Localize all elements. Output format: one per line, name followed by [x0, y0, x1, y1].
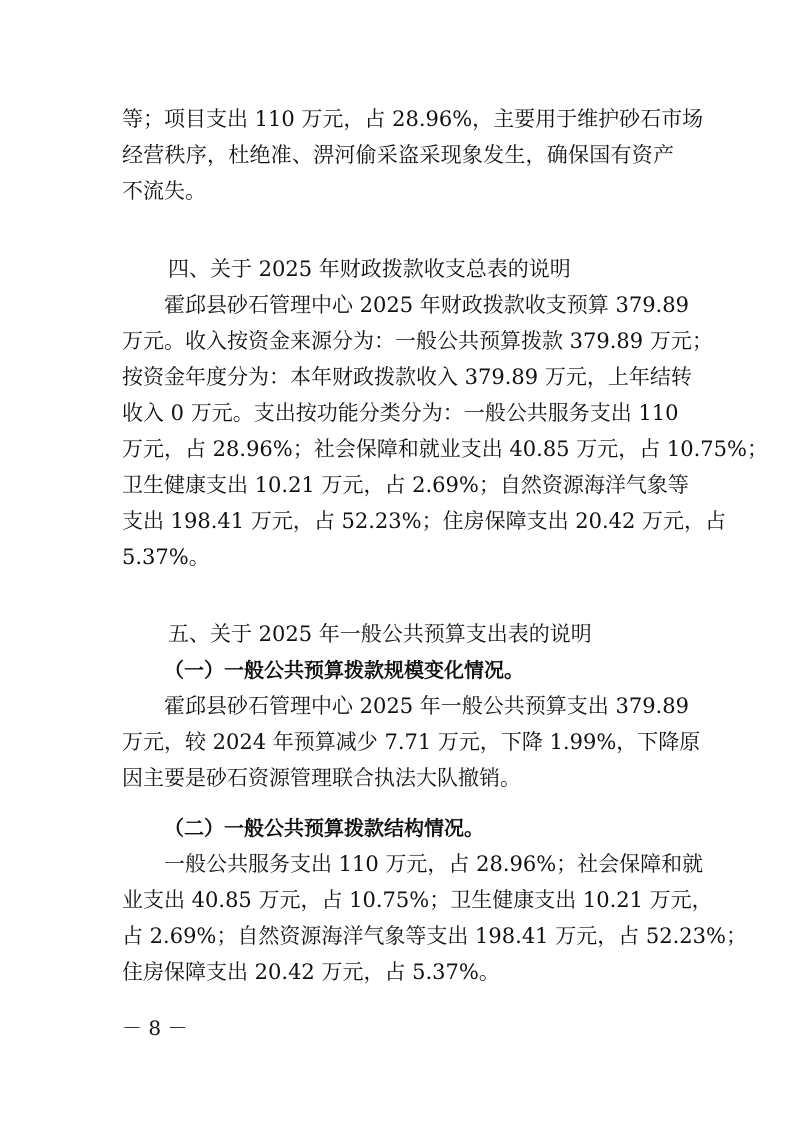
paragraph-line: 不流失。	[122, 179, 206, 203]
paragraph-line: 住房保障支出 20.42 万元，占 5.37%。	[122, 960, 500, 984]
paragraph-line: 一般公共服务支出 110 万元，占 28.96%；社会保障和就	[164, 852, 704, 876]
paragraph-line: 业支出 40.85 万元，占 10.75%；卫生健康支出 10.21 万元，	[122, 888, 713, 912]
paragraph-line: 因主要是砂石资源管理联合执法大队撤销。	[122, 766, 521, 790]
section-5-heading: 五、关于 2025 年一般公共预算支出表的说明	[168, 622, 592, 646]
paragraph-line: 万元，占 28.96%；社会保障和就业支出 40.85 万元，占 10.75%；	[122, 437, 768, 461]
paragraph-line: 卫生健康支出 10.21 万元，占 2.69%；自然资源海洋气象等	[122, 473, 689, 497]
paragraph-line: 经营秩序，杜绝准、淠河偷采盗采现象发生，确保国有资产	[122, 143, 674, 167]
paragraph-line: 支出 198.41 万元，占 52.23%；住房保障支出 20.42 万元，占	[122, 509, 727, 533]
paragraph-line: 万元，较 2024 年预算减少 7.71 万元，下降 1.99%，下降原	[122, 730, 701, 754]
paragraph-line: 霍邱县砂石管理中心 2025 年财政拨款收支预算 379.89	[164, 293, 689, 317]
paragraph-line: 占 2.69%；自然资源海洋气象等支出 198.41 万元，占 52.23%；	[122, 924, 747, 948]
subsection-2-heading: （二）一般公共预算拨款结构情况。	[164, 816, 484, 840]
paragraph-line: 等；项目支出 110 万元，占 28.96%，主要用于维护砂石市场	[122, 107, 704, 131]
paragraph-line: 万元。收入按资金来源分为：一般公共预算拨款 379.89 万元；	[122, 329, 713, 353]
paragraph-line: 5.37%。	[122, 545, 210, 569]
paragraph-line: 收入 0 万元。支出按功能分类分为：一般公共服务支出 110	[122, 401, 679, 425]
paragraph-line: 按资金年度分为：本年财政拨款收入 379.89 万元，上年结转	[122, 365, 692, 389]
section-4-heading: 四、关于 2025 年财政拨款收支总表的说明	[168, 257, 571, 281]
subsection-1-heading: （一）一般公共预算拨款规模变化情况。	[164, 658, 524, 682]
paragraph-line: 霍邱县砂石管理中心 2025 年一般公共预算支出 379.89	[164, 694, 689, 718]
page-number: － 8 －	[122, 1016, 188, 1040]
